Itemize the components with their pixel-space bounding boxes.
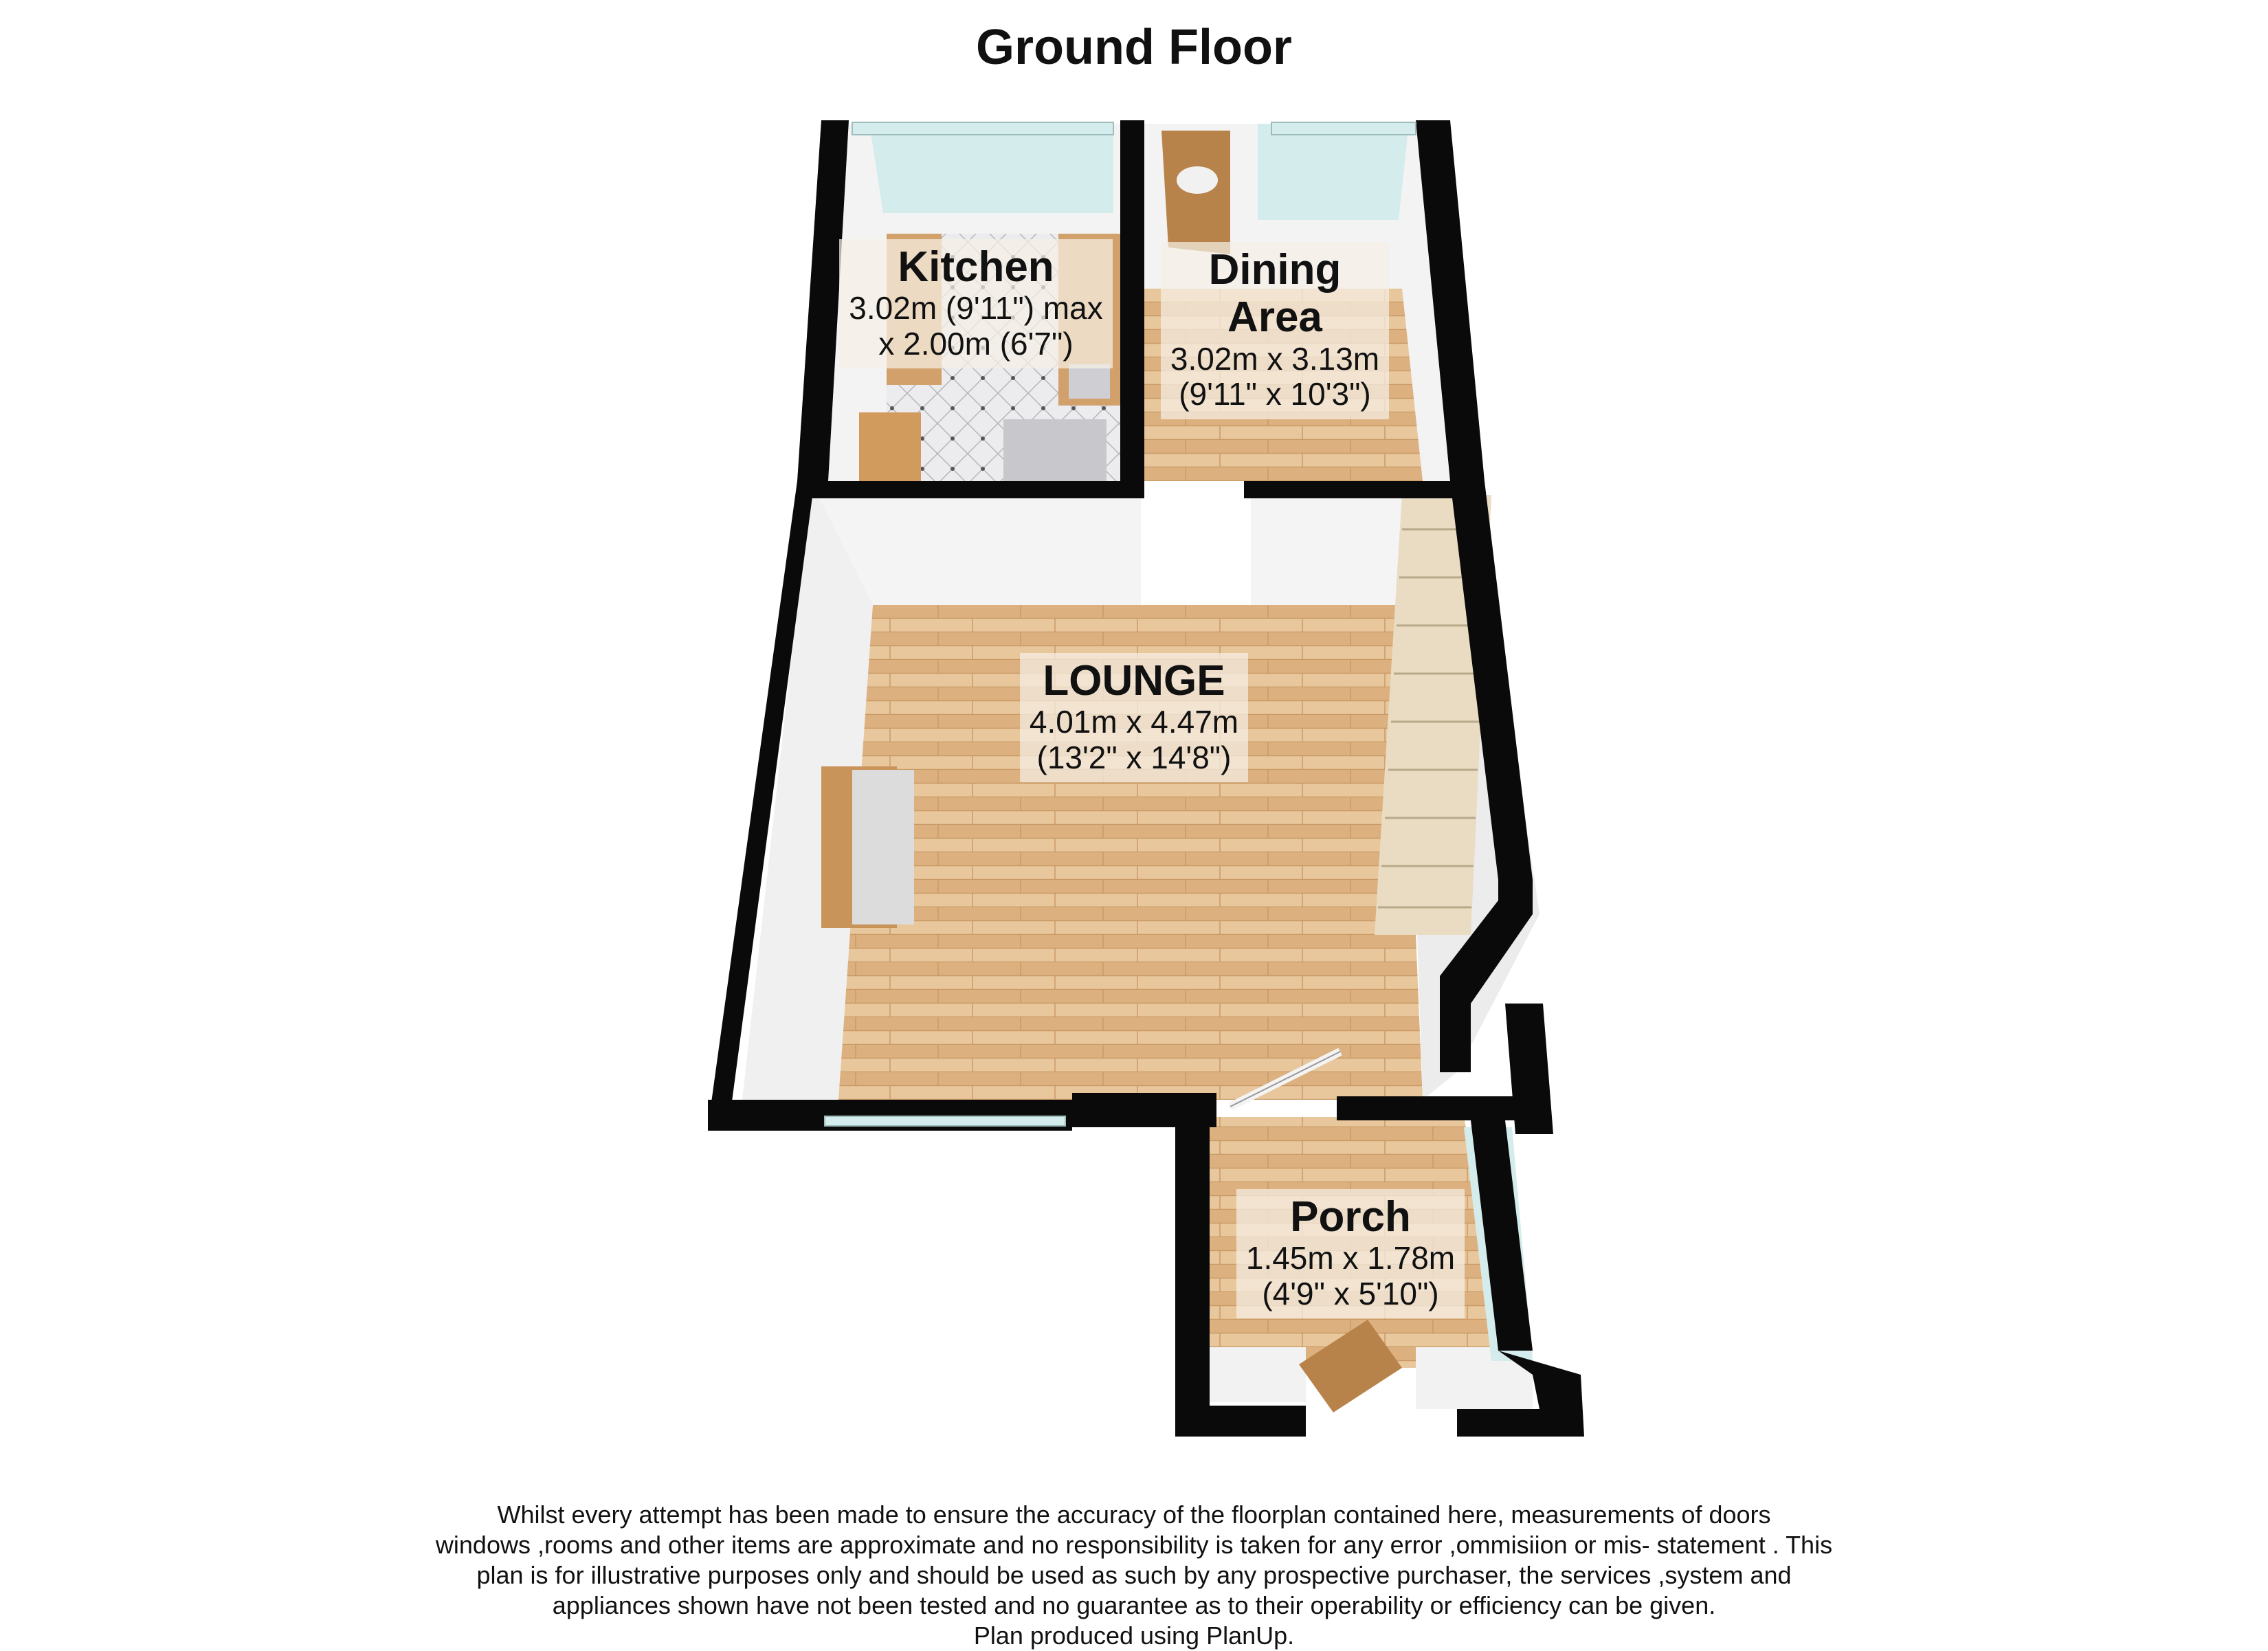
kitchen-name: Kitchen [898,243,1054,291]
porch-name: Porch [1290,1193,1411,1241]
lounge-name: LOUNGE [1043,657,1225,705]
kitchen-dimension-metric: 3.02m (9'11") max [849,290,1103,326]
dining-area-name-line2: Area [1227,293,1322,342]
disclaimer-line: windows ,rooms and other items are approximate and no responsibility is taken for any error ,ommisiion or mis- statement . This [435,1530,1833,1559]
plan-title: Ground Floor [976,20,1292,75]
disclaimer-line: appliances shown have not been tested and no guarantee as to their operability or efficiency can be given. [552,1591,1716,1619]
dining-area-dimension-metric: 3.02m x 3.13m [1170,340,1380,377]
lounge-dimension-metric: 4.01m x 4.47m [1029,704,1239,740]
disclaimer-line: Whilst every attempt has been made to ensure the accuracy of the floorplan contained here, measurements of doors [497,1500,1771,1529]
kitchen-dimension-imperial: x 2.00m (6'7") [878,325,1074,362]
porch-label [1220,1189,1481,1318]
lounge-label [990,653,1278,782]
dining-area-label [1144,242,1405,419]
porch-dimension-imperial: (4'9" x 5'10") [1262,1275,1439,1311]
dining-area-dimension-imperial: (9'11" x 10'3") [1179,376,1371,412]
porch-dimension-metric: 1.45m x 1.78m [1245,1240,1456,1276]
disclaimer-line: plan is for illustrative purposes only and should be used as such by any prospective purchaser, the services ,system and [476,1560,1792,1589]
lounge-dimension-imperial: (13'2" x 14'8") [1036,739,1232,775]
dining-area-name-line1: Dining [1208,246,1342,293]
disclaimer-credit: Plan produced using PlanUp. [973,1621,1295,1650]
disclaimer [385,1500,1883,1651]
kitchen-label [832,239,1120,368]
